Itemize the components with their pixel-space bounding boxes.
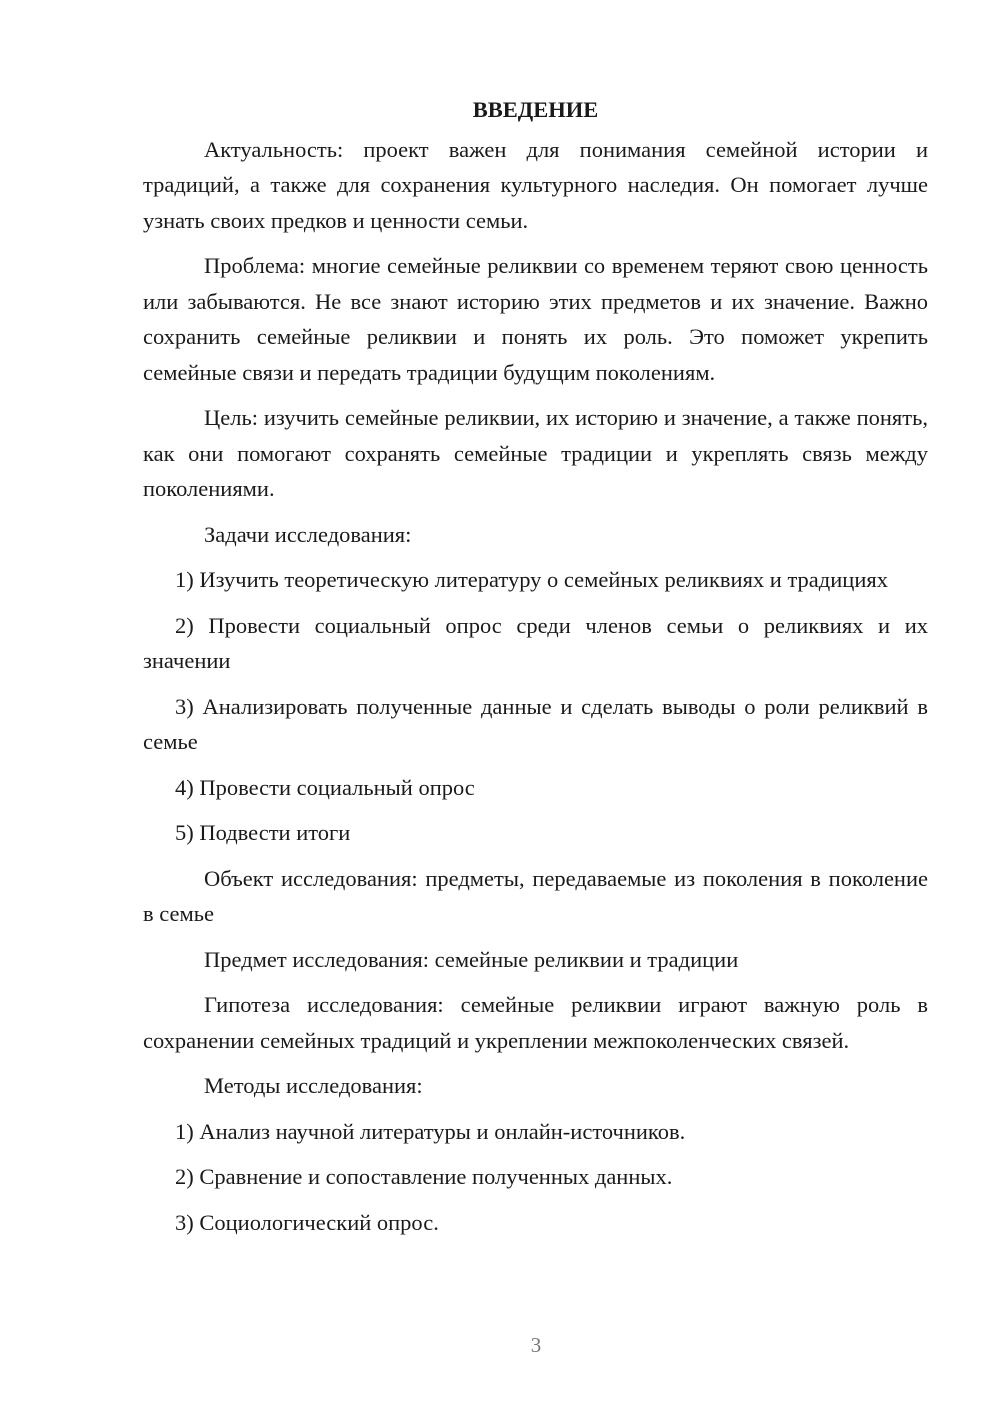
object-paragraph: Объект исследования: предметы, передаваемые из поколения в поколение в семье bbox=[143, 865, 928, 926]
task-item: 3) Анализировать полученные данные и сделать выводы о роли реликвий в семье bbox=[143, 693, 928, 754]
relevance-paragraph: Актуальность: проект важен для понимания семейной истории и традиций, а также для сохранения культурного наследия. Он помогает лучше узнать своих предков и ценности семьи. bbox=[143, 136, 928, 233]
task-item: 1) Изучить теоретическую литературу о семейных реликвиях и традициях bbox=[175, 567, 888, 592]
hypothesis-paragraph: Гипотеза исследования: семейные реликвии играют важную роль в сохранении семейных традиций и укреплении межпоколенческих связей. bbox=[143, 992, 928, 1053]
subject-paragraph: Предмет исследования: семейные реликвии и традиции bbox=[204, 946, 739, 972]
page-content bbox=[143, 92, 928, 1250]
page-number: 3 bbox=[530, 1333, 542, 1357]
method-item: 3) Социологический опрос. bbox=[175, 1209, 439, 1235]
task-item: 5) Подвести итоги bbox=[175, 820, 351, 845]
tasks-heading: Задачи исследования: bbox=[204, 521, 412, 547]
methods-heading: Методы исследования: bbox=[204, 1073, 423, 1098]
task-item: 4) Провести социальный опрос bbox=[175, 774, 475, 800]
section-title: ВВЕДЕНИЕ bbox=[472, 97, 599, 122]
task-item: 2) Провести социальный опрос среди членов семьи о реликвиях и их значении bbox=[143, 612, 928, 673]
goal-paragraph: Цель: изучить семейные реликвии, их историю и значение, а также понять, как они помогают сохранять семейные традиции и укреплять связь между поколениями. bbox=[143, 405, 928, 501]
method-item: 1) Анализ научной литературы и онлайн-источников. bbox=[175, 1118, 686, 1144]
problem-paragraph: Проблема: многие семейные реликвии со временем теряют свою ценность или забываются. Не все знают историю этих предметов и их значение. Важно сохранить семейные реликвии и понять их роль. Это поможет укрепить семейные связи и передать традиции будущим поколениям. bbox=[143, 253, 928, 385]
method-item: 2) Сравнение и сопоставление полученных данных. bbox=[175, 1164, 673, 1189]
